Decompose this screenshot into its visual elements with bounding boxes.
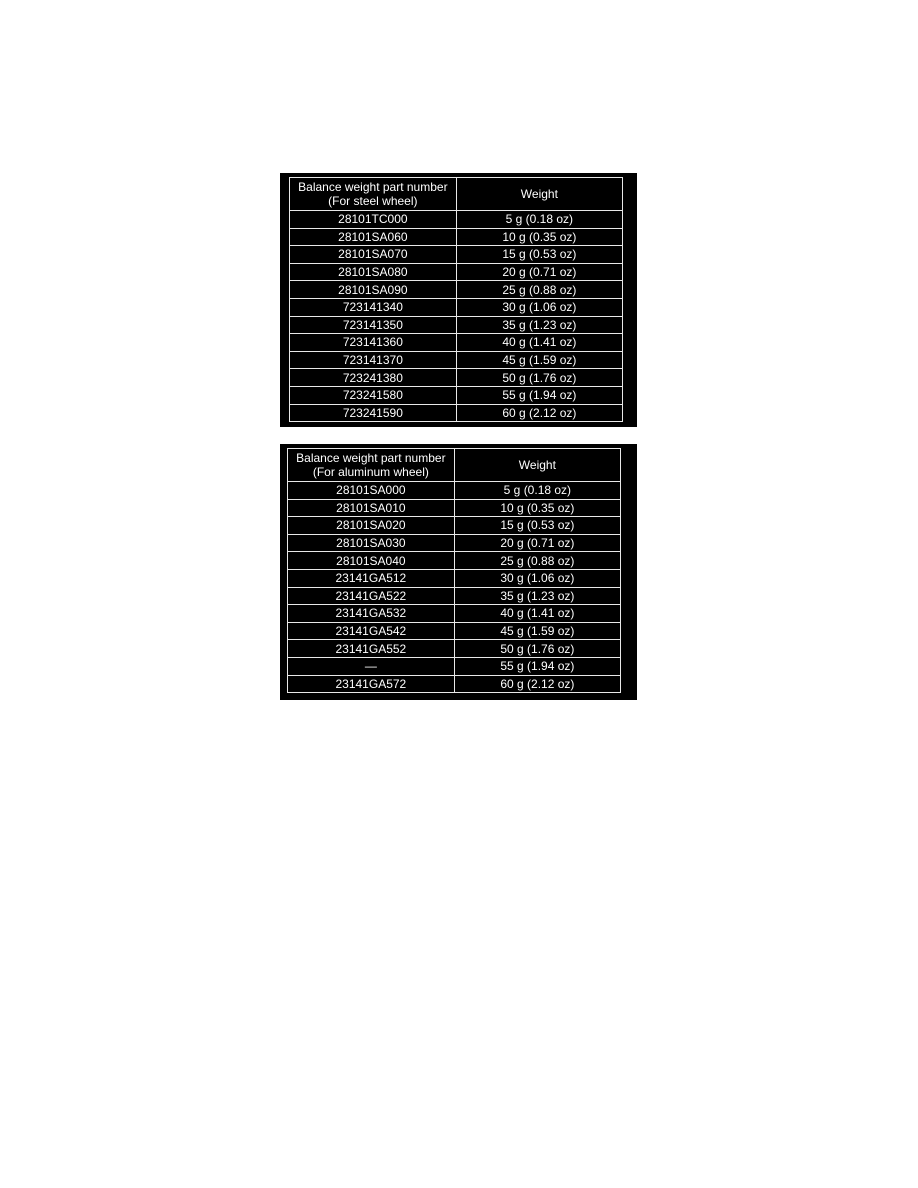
table-row [288,657,621,675]
part-number-header-line2: (For aluminum wheel) [312,465,429,479]
part-number-cell: 28101SA090 [290,281,457,299]
weight-cell: 15 g (0.53 oz) [454,517,620,535]
table-row [288,552,621,570]
table-row [290,211,623,229]
weight-cell: 20 g (0.71 oz) [456,263,622,281]
table-row [290,281,623,299]
table-row [288,482,621,500]
part-number-cell: 28101SA020 [288,517,455,535]
weight-cell: 30 g (1.06 oz) [456,298,622,316]
weight-cell: 10 g (0.35 oz) [454,499,620,517]
weight-cell: 50 g (1.76 oz) [454,640,620,658]
weight-header: Weight [454,449,620,482]
table-row [290,246,623,264]
part-number-cell: 723241380 [290,369,457,387]
weight-cell: 55 g (1.94 oz) [454,657,620,675]
table-row [290,316,623,334]
part-number-cell: 28101SA070 [290,246,457,264]
weight-cell: 15 g (0.53 oz) [456,246,622,264]
table-row [288,587,621,605]
table-row [290,334,623,352]
weight-cell: 25 g (0.88 oz) [454,552,620,570]
part-number-header-line1: Balance weight part number [298,180,448,194]
weight-cell: 25 g (0.88 oz) [456,281,622,299]
table-row [290,369,623,387]
aluminum-wheel-weight-table [287,448,621,693]
weight-cell: 50 g (1.76 oz) [456,369,622,387]
table-header-row [290,178,623,211]
aluminum-wheel-weight-table-image [280,444,637,700]
table-row [290,298,623,316]
part-number-cell: 28101SA030 [288,534,455,552]
steel-wheel-weight-table [289,177,623,422]
part-number-cell: 723141360 [290,334,457,352]
part-number-cell: 723141370 [290,351,457,369]
part-number-cell: 28101SA010 [288,499,455,517]
weight-cell: 5 g (0.18 oz) [456,211,622,229]
part-number-cell: 723141340 [290,298,457,316]
table-row [290,351,623,369]
weight-cell: 20 g (0.71 oz) [454,534,620,552]
weight-cell: 40 g (1.41 oz) [456,334,622,352]
table-row [290,386,623,404]
table-row [288,499,621,517]
table-row [288,517,621,535]
weight-cell: 45 g (1.59 oz) [454,622,620,640]
weight-cell: 60 g (2.12 oz) [456,404,622,422]
part-number-cell: 23141GA532 [288,605,455,623]
part-number-cell: 723241590 [290,404,457,422]
table-row [288,675,621,693]
part-number-cell: 28101SA080 [290,263,457,281]
part-number-cell: 23141GA512 [288,569,455,587]
part-number-cell: — [288,657,455,675]
part-number-cell: 23141GA522 [288,587,455,605]
part-number-cell: 23141GA572 [288,675,455,693]
part-number-cell: 723241580 [290,386,457,404]
part-number-header-line2: (For steel wheel) [328,194,418,208]
steel-wheel-weight-table-image [280,173,637,427]
weight-cell: 35 g (1.23 oz) [456,316,622,334]
part-number-cell: 23141GA542 [288,622,455,640]
weight-cell: 60 g (2.12 oz) [454,675,620,693]
table-row [290,404,623,422]
part-number-cell: 28101SA040 [288,552,455,570]
part-number-cell: 723141350 [290,316,457,334]
table-row [290,263,623,281]
table-header-row [288,449,621,482]
part-number-header-line1: Balance weight part number [296,451,446,465]
weight-header: Weight [456,178,622,211]
weight-cell: 35 g (1.23 oz) [454,587,620,605]
part-number-header [290,178,457,211]
table-row [288,534,621,552]
weight-cell: 30 g (1.06 oz) [454,569,620,587]
weight-cell: 45 g (1.59 oz) [456,351,622,369]
table-row [288,622,621,640]
weight-cell: 10 g (0.35 oz) [456,228,622,246]
table-row [288,569,621,587]
part-number-cell: 28101TC000 [290,211,457,229]
table-row [290,228,623,246]
part-number-cell: 23141GA552 [288,640,455,658]
weight-cell: 40 g (1.41 oz) [454,605,620,623]
part-number-cell: 28101SA060 [290,228,457,246]
part-number-cell: 28101SA000 [288,482,455,500]
part-number-header [288,449,455,482]
weight-cell: 5 g (0.18 oz) [454,482,620,500]
table-row [288,605,621,623]
table-row [288,640,621,658]
weight-cell: 55 g (1.94 oz) [456,386,622,404]
